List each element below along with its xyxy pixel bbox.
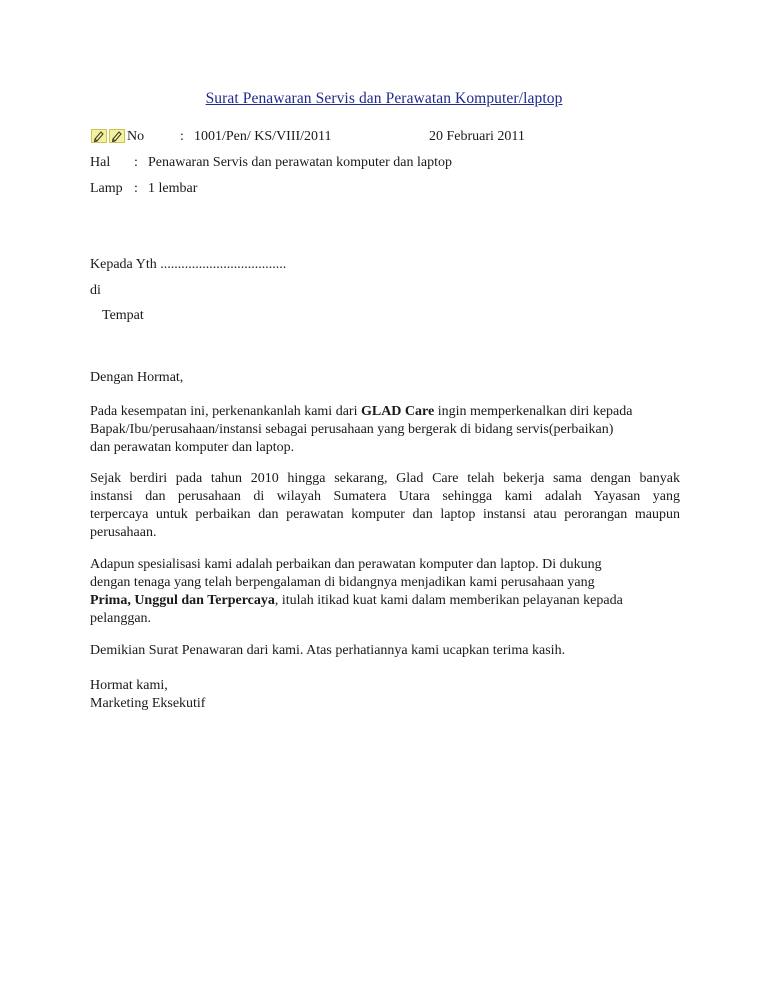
closing-sentence: Demikian Surat Penawaran dari kami. Atas perhatiannya kami ucapkan terima kasih. [90,643,566,658]
paragraph-line: Adapun spesialisasi kami adalah perbaikan dan perawatan komputer dan laptop. Di dukung [90,557,602,572]
paragraph-line: Sejak berdiri pada tahun 2010 hingga sekarang, Glad Care telah bekerja sama dengan banyak [90,471,680,486]
paragraph-line: instansi dan perusahaan di wilayah Sumatera Utara sehingga kami adalah Yayasan yang [90,489,680,504]
paragraph-line: Prima, Unggul dan Terpercaya, itulah itikad kuat kami dalam memberikan pelayanan kepada [90,593,623,608]
paragraph-line: perusahaan. [90,525,157,540]
paragraph-line: terpercaya untuk perbaikan dan perawatan komputer dan laptop instansi atau perorangan maupun [90,507,680,522]
paragraph-line: Bapak/Ibu/perusahaan/instansi sebagai perusahaan yang bergerak di bidang servis(perbaikan) [90,422,614,437]
paragraph-line: Pada kesempatan ini, perkenankanlah kami dari GLAD Care ingin memperkenalkan diri kepada [90,404,633,419]
hal-colon: : [134,155,138,170]
lamp-colon: : [134,181,138,196]
no-value: 1001/Pen/ KS/VIII/2011 [194,129,332,144]
paragraph-introduction [90,403,680,457]
pencil-edit-icon[interactable] [109,129,125,143]
paragraph-line: dan perawatan komputer dan laptop. [90,440,295,455]
recipient-location: di [90,283,101,298]
no-colon: : [180,129,184,144]
paragraph-history [90,470,680,542]
greeting: Dengan Hormat, [90,370,184,385]
tagline: Prima, Unggul dan Terpercaya [90,593,275,608]
recipient-line: Kepada Yth .................................... [90,257,287,272]
sign-off-title: Marketing Eksekutif [90,696,206,711]
paragraph-line: pelanggan. [90,611,152,626]
sign-off-salutation: Hormat kami, [90,678,168,693]
pencil-edit-icon[interactable] [91,129,107,143]
lamp-label: Lamp [90,181,123,196]
recipient-place: Tempat [102,308,144,323]
letter-title: Surat Penawaran Servis dan Perawatan Komputer/laptop [205,90,563,107]
company-name: GLAD Care [360,404,435,419]
paragraph-line: dengan tenaga yang telah berpengalaman di bidangnya menjadikan kami perusahaan yang [90,575,595,590]
letter-date: 20 Februari 2011 [429,129,525,144]
hal-label: Hal [90,155,111,170]
paragraph-specialization [90,556,680,628]
hal-value: Penawaran Servis dan perawatan komputer dan laptop [148,155,453,170]
no-label: No [127,129,145,144]
lamp-value: 1 lembar [148,181,198,196]
